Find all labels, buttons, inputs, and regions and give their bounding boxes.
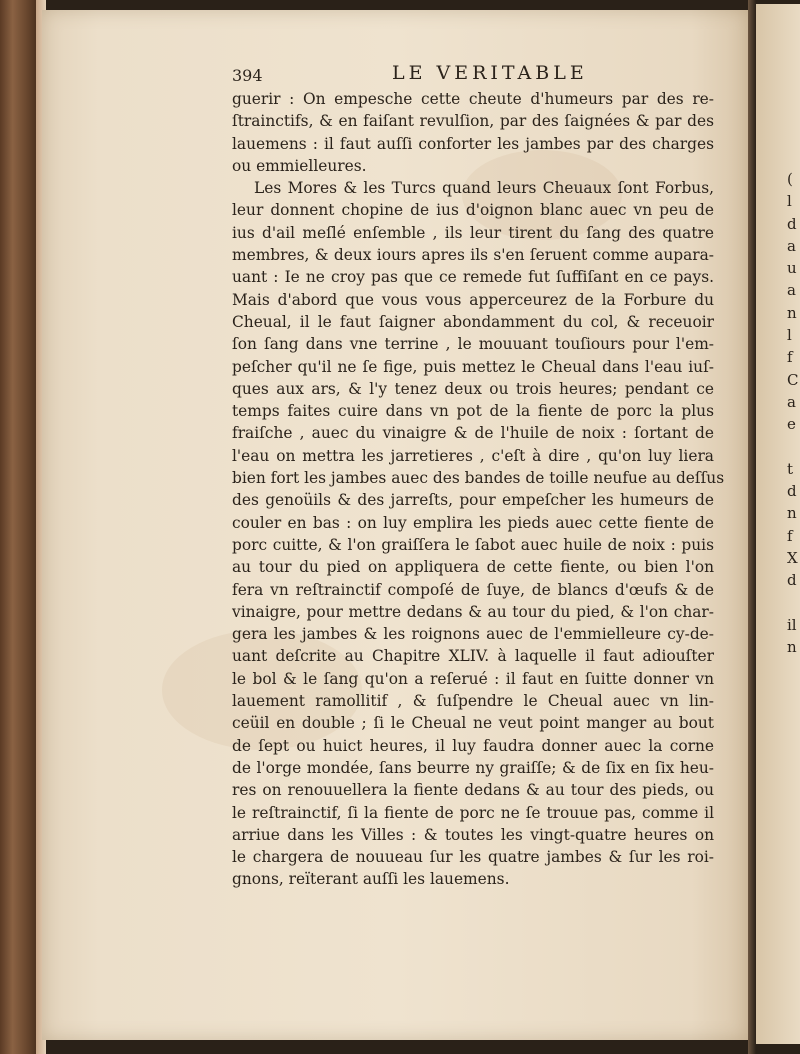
body-text	[232, 88, 725, 891]
text-line: de l'orge mondée, ſans beurre ny graiſſe; & de ſix en ſix heu-	[232, 758, 714, 777]
text-line: ſtrainctifs, & en faiſant revulſion, par des ſaignées & par des	[232, 112, 714, 131]
text-line: bien fort les jambes auec des bandes de toille neufue au deſſus	[232, 469, 725, 488]
text-line: l'eau on mettra les jarretieres , c'eſt à dire , qu'on luy liera	[232, 446, 714, 465]
text-line: ius d'ail meſlé enſemble , ils leur tirent du ſang des quatre	[232, 223, 714, 242]
text-line: le chargera de nouueau ſur les quatre jambes & ſur les roi-	[232, 848, 714, 867]
text-line: Cheual, il le faut ſaigner abondamment du col, & receuoir	[232, 312, 714, 331]
text-line: porc cuitte, & l'on graiſſera le ſabot auec huile de noix : puis	[232, 535, 714, 554]
text-line: ceüil en double ; ſi le Cheual ne veut point manger au bout	[232, 714, 714, 733]
text-line: arriue dans les Villes : & toutes les vingt-quatre heures on	[232, 825, 714, 844]
text-line: le bol & le ſang qu'on a reſerué : il faut en ſuitte donner vn	[232, 669, 714, 688]
text-line: uant deſcrite au Chapitre XLIV. à laquelle il faut adiouſter	[232, 647, 714, 666]
text-line: lauement ramollitif , & ſuſpendre le Cheual auec vn lin-	[232, 692, 714, 711]
text-line: au tour du pied on appliquera de cette fiente, ou bien l'on	[232, 558, 714, 577]
text-line: gnons, reïterant auſſi les lauemens.	[232, 870, 510, 889]
text-line: Les Mores & les Turcs quand leurs Cheuaux ſont Forbus,	[254, 179, 714, 198]
text-line: gera les jambes & les roignons auec de l'emmielleure cy-de-	[232, 625, 714, 644]
text-line: ou emmielleures.	[232, 156, 367, 175]
text-line: res on renouuellera la fiente dedans & au tour des pieds, ou	[232, 781, 714, 800]
text-line: fraiſche , auec du vinaigre & de l'huile de noix : ſortant de	[232, 424, 714, 443]
text-line: vinaigre, pour mettre dedans & au tour du pied, & l'on char-	[232, 602, 714, 621]
text-line: membres, & deux iours apres ils s'en ſeruent comme aupara-	[232, 246, 714, 265]
text-line: des genoüils & des jarreſts, pour empeſcher les humeurs de	[232, 491, 714, 510]
book-gutter	[748, 0, 756, 1054]
text-line: Mais d'abord que vous vous apperceurez de la Forbure du	[232, 290, 714, 309]
text-line: le reſtrainctif, ſi la fiente de porc ne ſe trouue pas, comme il	[232, 803, 714, 822]
text-line: ques aux ars, & l'y tenez deux ou trois heures; pendant ce	[232, 379, 714, 398]
text-line: temps faites cuire dans vn pot de la fiente de porc la plus	[232, 402, 714, 421]
page-header	[232, 62, 712, 88]
facing-page-letters: ( l d a u a n l f C a e t d n f X d il n	[787, 170, 799, 657]
text-line: lauemens : il faut auſſi conforter les jambes par des charges	[232, 134, 714, 153]
text-line: couler en bas : on luy emplira les pieds auec cette fiente de	[232, 513, 714, 532]
text-line: fera vn reſtrainctif compoſé de ſuye, de blancs d'œufs & de	[232, 580, 714, 599]
text-line: uant : Ie ne croy pas que ce remede fut ſuffiſant en ce pays.	[232, 268, 714, 287]
running-title: LE VERITABLE	[392, 62, 588, 84]
text-line: guerir : On empesche cette cheute d'humeurs par des re-	[232, 90, 714, 108]
text-line: de ſept ou huict heures, il luy faudra donner auec la corne	[232, 736, 714, 755]
text-line: ſon ſang dans vne terrine , le mouuant touſiours pour l'em-	[232, 335, 714, 354]
page-number: 394	[232, 66, 263, 85]
text-line: peſcher qu'il ne ſe fige, puis mettez le Cheual dans l'eau iuſ-	[232, 357, 714, 376]
text-line: leur donnent chopine de ius d'oignon blanc auec vn peu de	[232, 201, 714, 220]
